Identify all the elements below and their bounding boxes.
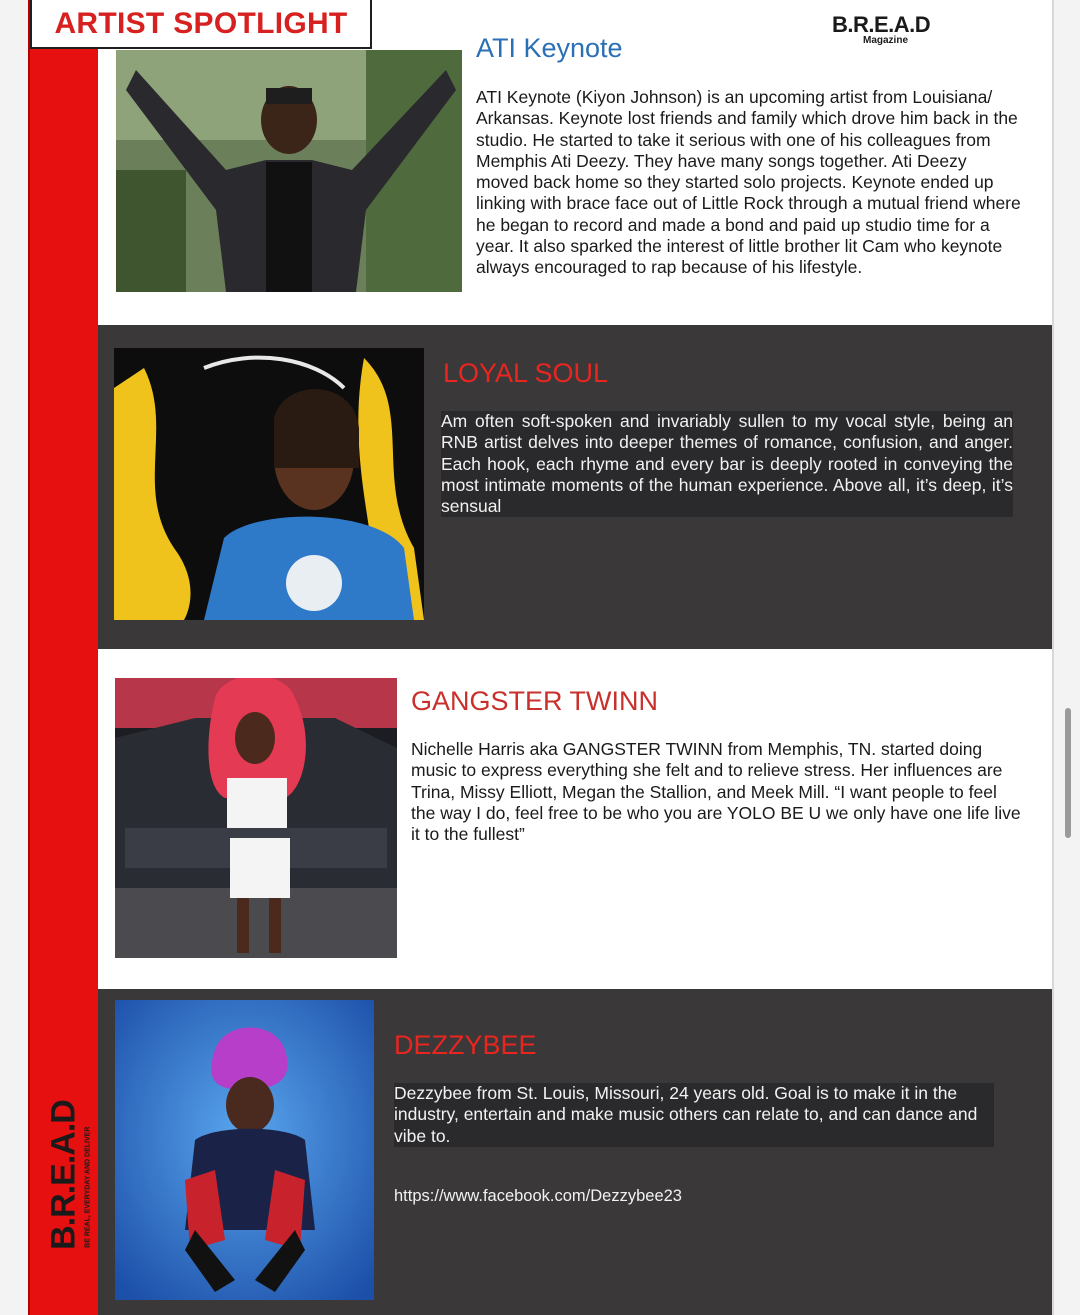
artist-link-dezzybee[interactable]: https://www.facebook.com/Dezzybee23	[394, 1187, 682, 1205]
bread-logo-top	[832, 12, 932, 50]
vertical-scrollbar[interactable]	[1065, 708, 1071, 838]
artist-section-3	[98, 649, 1052, 989]
left-edge-line	[28, 0, 30, 1315]
artist-photo-gangster-twinn	[115, 678, 397, 958]
logo-subtitle: Magazine	[863, 35, 909, 46]
artist-name-ati-keynote: ATI Keynote	[476, 33, 623, 63]
page-title: ARTIST SPOTLIGHT	[54, 6, 348, 40]
artist-name-gangster-twinn: GANGSTER TWINN	[411, 686, 659, 716]
artist-bio-loyal-soul: Am often soft-spoken and invariably sullen to my vocal style, being an RNB artist delves into deeper themes of romance, confusion, and anger. Each hook, each rhyme and every bar is deeply rooted in conveying the most intimate moments of the human experience. Above all, it’s deep, it’s sensual	[441, 411, 1013, 517]
header-tab	[30, 0, 372, 49]
artist-section-4	[98, 989, 1052, 1315]
artist-photo-ati-keynote	[116, 50, 462, 292]
artist-photo-dezzybee	[115, 1000, 374, 1300]
artist-name-loyal-soul: LOYAL SOUL	[443, 358, 609, 388]
page-right-edge	[1052, 0, 1054, 1315]
artist-photo-loyal-soul	[114, 348, 424, 620]
side-logo-tagline: BE REAL, EVERYDAY AND DELIVER	[84, 1126, 92, 1248]
artist-bio-dezzybee: Dezzybee from St. Louis, Missouri, 24 years old. Goal is to make it in the industry, entertain and make music others can relate to, and can dance and vibe to.	[394, 1083, 994, 1147]
side-logo-wordmark: B.R.E.A.D	[44, 1100, 83, 1250]
artist-name-dezzybee: DEZZYBEE	[394, 1030, 537, 1060]
artist-bio-ati-keynote: ATI Keynote (Kiyon Johnson) is an upcoming artist from Louisiana/ Arkansas. Keynote lost friends and family which drove him back in the studio. He started to take it serious with one of his colleagues from Memphis Ati Deezy. They have many songs together. Ati Deezy moved back home so they started solo projects. Keynote ended up linking with brace face out of Little Rock through a mutual friend where he began to record and made a bond and paid up studio time for a year. It also sparked the interest of little brother lit Cam who keynote always encouraged to rap because of his lifestyle.	[476, 87, 1021, 278]
artist-section-2	[98, 325, 1052, 649]
artist-bio-gangster-twinn: Nichelle Harris aka GANGSTER TWINN from Memphis, TN. started doing music to express everything she felt and to relieve stress. Her influences are Trina, Missy Elliott, Megan the Stallion, and Meek Mill. “I want people to feel the way I do, feel free to be who you are YOLO BE U we only have one life live it to the fullest”	[411, 739, 1021, 845]
logo-wordmark: B.R.E.A.D	[832, 12, 931, 37]
bread-logo-side	[32, 1100, 96, 1250]
